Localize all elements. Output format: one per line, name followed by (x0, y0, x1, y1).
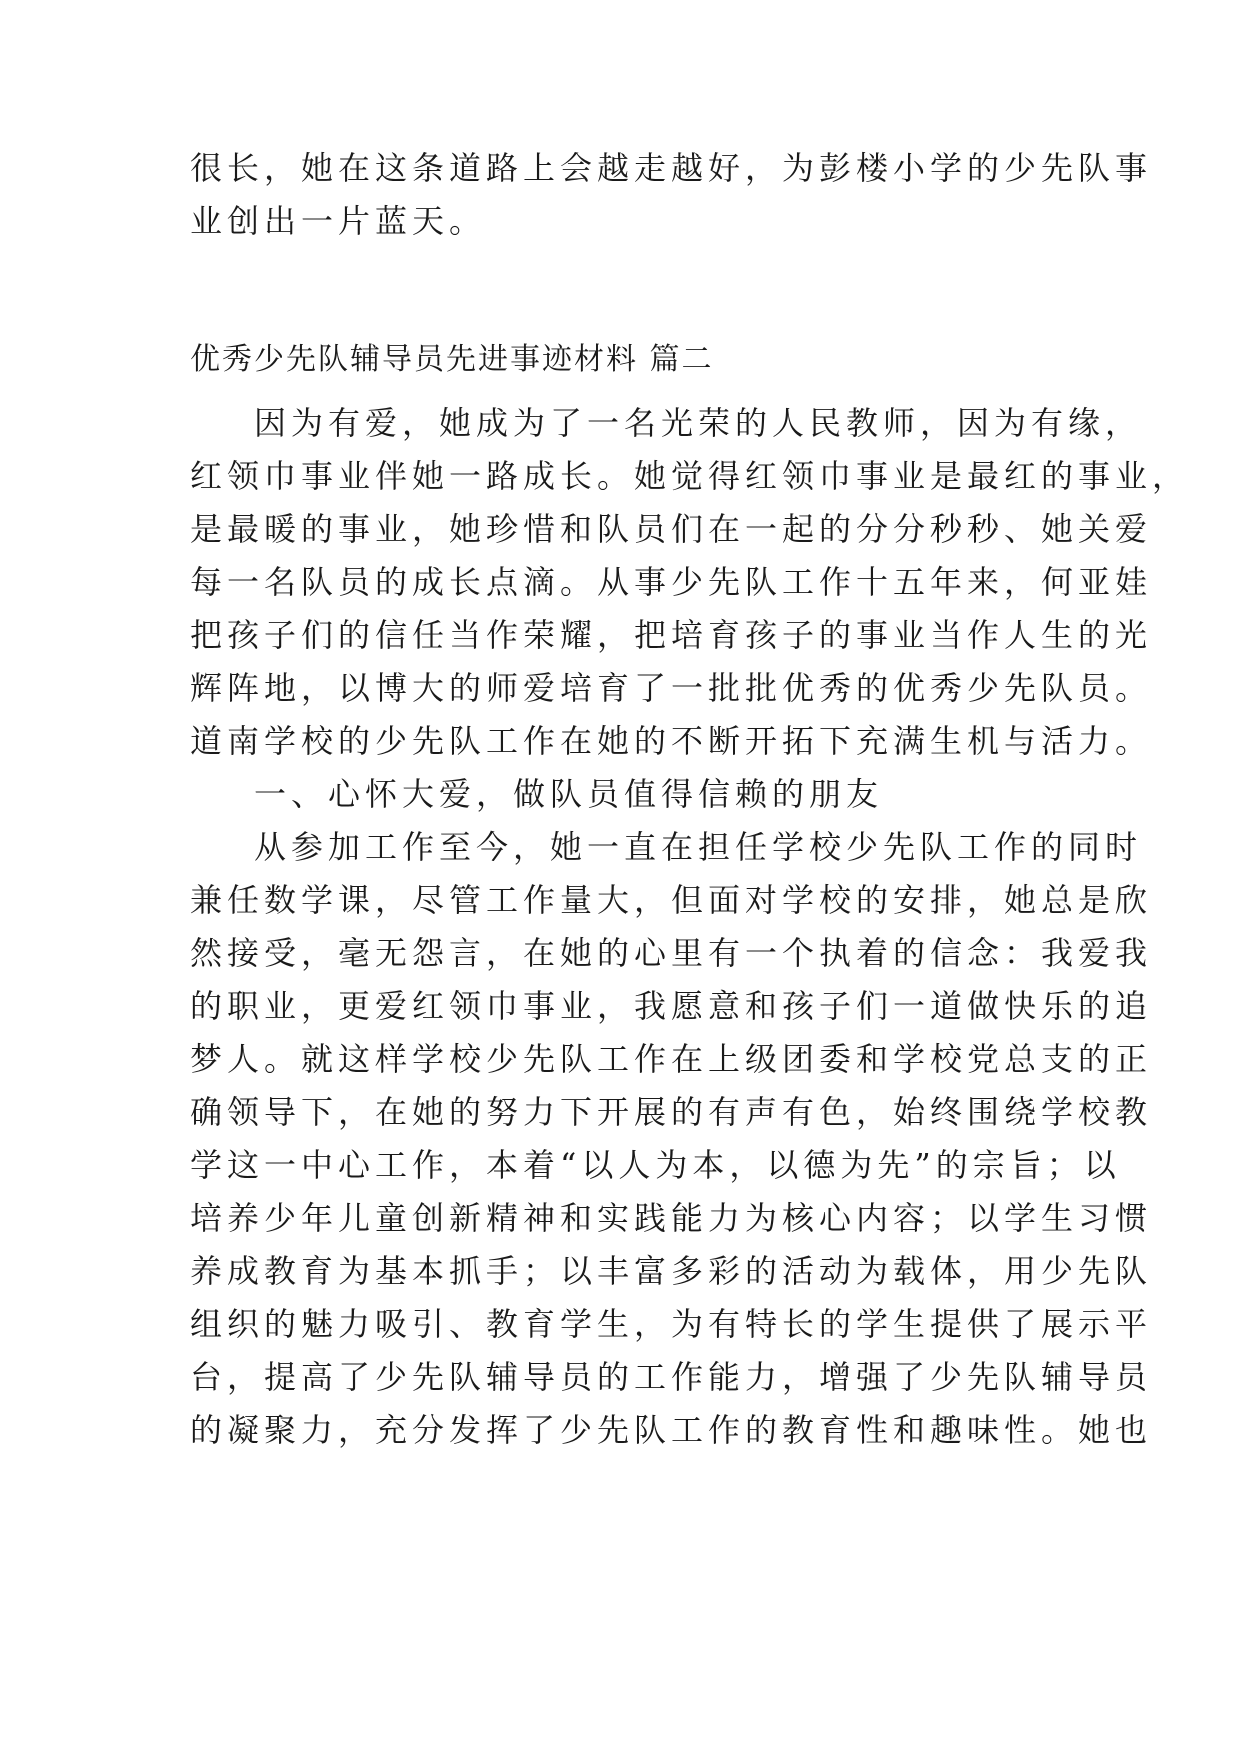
paragraph2-line-1: 从参加工作至今，她一直在担任学校少先队工作的同时 (254, 828, 1143, 866)
paragraph2-line-2: 兼任数学课，尽管工作量大，但面对学校的安排，她总是欣 (190, 881, 1153, 919)
paragraph2-line-10: 组织的魅力吸引、教育学生，为有特长的学生提供了展示平 (190, 1305, 1153, 1343)
paragraph1-line-1: 因为有爱，她成为了一名光荣的人民教师，因为有缘， (254, 404, 1143, 442)
section-title: 优秀少先队辅导员先进事迹材料 篇二 (190, 342, 714, 377)
paragraph2-line-3: 然接受，毫无怨言，在她的心里有一个执着的信念：我爱我 (190, 934, 1153, 972)
paragraph1-line-3: 是最暖的事业，她珍惜和队员们在一起的分分秒秒、她关爱 (190, 510, 1153, 548)
paragraph2-line-9: 养成教育为基本抓手；以丰富多彩的活动为载体，用少先队 (190, 1252, 1153, 1290)
intro-line-2: 业创出一片蓝天。 (190, 202, 487, 240)
paragraph1-line-4: 每一名队员的成长点滴。从事少先队工作十五年来，何亚娃 (190, 563, 1153, 601)
paragraph1-line-6: 辉阵地，以博大的师爱培育了一批批优秀的优秀少先队员。 (190, 669, 1153, 707)
paragraph1-line-7: 道南学校的少先队工作在她的不断开拓下充满生机与活力。 (190, 722, 1153, 760)
paragraph2-line-4: 的职业，更爱红领巾事业，我愿意和孩子们一道做快乐的追 (190, 987, 1153, 1025)
paragraph1-line-2: 红领巾事业伴她一路成长。她觉得红领巾事业是最红的事业， (190, 457, 1190, 495)
paragraph2-line-7: 学这一中心工作，本着“以人为本，以德为先”的宗旨；以 (190, 1146, 1121, 1184)
paragraph2-line-11: 台，提高了少先队辅导员的工作能力，增强了少先队辅导员 (190, 1358, 1153, 1396)
paragraph2-line-6: 确领导下，在她的努力下开展的有声有色，始终围绕学校教 (190, 1093, 1153, 1131)
paragraph1-line-5: 把孩子们的信任当作荣耀，把培育孩子的事业当作人生的光 (190, 616, 1153, 654)
paragraph2-line-12: 的凝聚力，充分发挥了少先队工作的教育性和趣味性。她也 (190, 1411, 1153, 1449)
intro-line-1: 很长，她在这条道路上会越走越好，为彭楼小学的少先队事 (190, 149, 1153, 187)
paragraph2-line-8: 培养少年儿童创新精神和实践能力为核心内容；以学生习惯 (190, 1199, 1153, 1237)
subheading: 一、心怀大爱，做队员值得信赖的朋友 (254, 775, 884, 813)
paragraph2-line-5: 梦人。就这样学校少先队工作在上级团委和学校党总支的正 (190, 1040, 1153, 1078)
